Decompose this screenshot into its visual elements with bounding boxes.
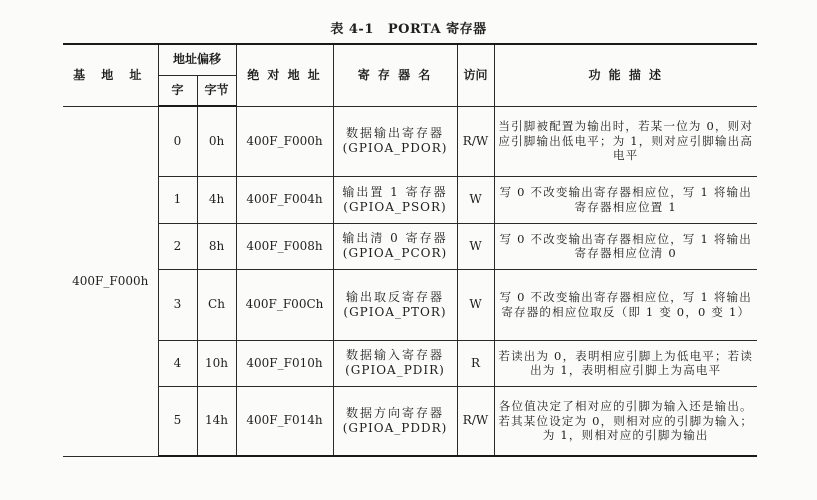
description-cell: 写 0 不改变输出寄存器相应位，写 1 将输出寄存器的相应位取反（即 1 变 0，0 变 1） <box>494 269 757 340</box>
offset-byte-cell: Ch <box>197 269 236 340</box>
access-cell: W <box>457 269 494 340</box>
register-name-cn: 输出清 0 寄存器 <box>342 231 448 245</box>
offset-word-cell: 3 <box>158 269 197 340</box>
access-cell: R/W <box>457 106 494 176</box>
porta-register-table <box>63 43 757 457</box>
header-offset-word: 字 <box>158 75 197 106</box>
access-cell: R <box>457 340 494 386</box>
table-number: 表 4-1 <box>330 22 374 37</box>
register-name-en: (GPIOA_PTOR) <box>343 304 447 319</box>
access-cell: W <box>457 176 494 223</box>
register-name-en: (GPIOA_PDIR) <box>345 363 445 377</box>
register-name-cell <box>333 106 457 176</box>
header-description: 功 能 描 述 <box>494 44 757 106</box>
register-name-cn: 数据输出寄存器 <box>345 126 444 140</box>
offset-byte-cell: 14h <box>197 386 236 456</box>
register-name-cn: 数据输入寄存器 <box>345 348 444 362</box>
register-name-en: (GPIOA_PCOR) <box>342 246 448 260</box>
register-name-cell <box>333 223 457 269</box>
header-base-address: 基 地 址 <box>63 44 158 106</box>
description-cell: 写 0 不改变输出寄存器相应位，写 1 将输出寄存器相应位清 0 <box>494 223 757 269</box>
absolute-address-cell: 400F_F014h <box>236 386 333 456</box>
header-register-name: 寄 存 器 名 <box>333 44 457 106</box>
table-caption <box>0 18 817 37</box>
register-name-cell <box>333 269 457 340</box>
offset-byte-cell: 0h <box>197 106 236 176</box>
header-access: 访问 <box>457 44 494 106</box>
offset-word-cell: 4 <box>158 340 197 386</box>
absolute-address-cell: 400F_F004h <box>236 176 333 223</box>
description-cell: 写 0 不改变输出寄存器相应位，写 1 将输出寄存器相应位置 1 <box>494 176 757 223</box>
absolute-address-cell: 400F_F000h <box>236 106 333 176</box>
register-name-cn: 数据方向寄存器 <box>345 405 444 420</box>
register-name-en: (GPIOA_PDOR) <box>342 141 448 155</box>
table-row <box>63 269 757 340</box>
base-address-cell: 400F_F000h <box>63 106 158 456</box>
register-name-cell <box>333 340 457 386</box>
table-row <box>63 176 757 223</box>
table-row <box>63 106 757 176</box>
offset-byte-cell: 8h <box>197 223 236 269</box>
description-cell: 各位值决定了相对应的引脚为输入还是输出。若其某位设定为 0，则相对应的引脚为输入；为 1，则相对应的引脚为输出 <box>494 386 757 456</box>
table-row <box>63 386 757 456</box>
offset-byte-cell: 10h <box>197 340 236 386</box>
register-name-en: (GPIOA_PSOR) <box>343 199 447 214</box>
register-name-cn: 输出置 1 寄存器 <box>342 184 448 199</box>
access-cell: W <box>457 223 494 269</box>
table-title: PORTA 寄存器 <box>387 22 487 37</box>
absolute-address-cell: 400F_F008h <box>236 223 333 269</box>
header-offset-byte: 字节 <box>197 75 236 106</box>
offset-word-cell: 5 <box>158 386 197 456</box>
register-name-en: (GPIOA_PDDR) <box>342 420 448 435</box>
table-row <box>63 340 757 386</box>
header-absolute-address: 绝 对 地 址 <box>236 44 333 106</box>
register-name-cell <box>333 176 457 223</box>
register-name-cn: 输出取反寄存器 <box>345 289 444 304</box>
register-name-cell <box>333 386 457 456</box>
description-cell: 若读出为 0，表明相应引脚上为低电平；若读出为 1，表明相应引脚上为高电平 <box>494 340 757 386</box>
offset-byte-cell: 4h <box>197 176 236 223</box>
absolute-address-cell: 400F_F00Ch <box>236 269 333 340</box>
description-cell: 当引脚被配置为输出时，若某一位为 0，则对应引脚输出低电平；为 1，则对应引脚输出高电平 <box>494 106 757 176</box>
offset-word-cell: 2 <box>158 223 197 269</box>
table-row <box>63 223 757 269</box>
offset-word-cell: 0 <box>158 106 197 176</box>
offset-word-cell: 1 <box>158 176 197 223</box>
absolute-address-cell: 400F_F010h <box>236 340 333 386</box>
header-offset-group: 地址偏移 <box>158 44 236 75</box>
access-cell: R/W <box>457 386 494 456</box>
